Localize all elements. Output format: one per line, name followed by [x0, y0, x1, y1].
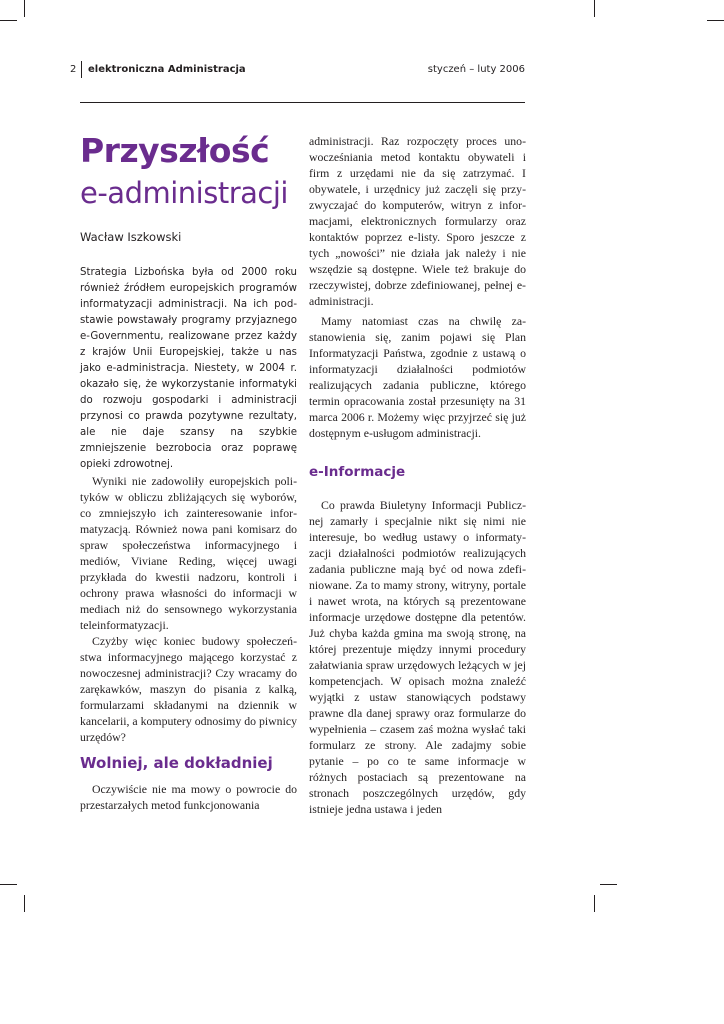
article-lead [80, 265, 297, 473]
article-title-line1: Przyszłość [80, 131, 270, 170]
body-paragraph: Oczywiście nie ma mowy o powrocie do przestarzałych metod funkcjonowania [80, 782, 297, 812]
lead-paragraph: Strategia Lizbońska była od 2000 roku również źródłem europejskich programów informatyzacji administracji. Na ich podstawie powstawały programy przyjaznego e-Governmentu, realizowane przez każdy z krajów Unii Europejskiej, także u nas jako e-administracja. Niestety, w 2004 r. okazało się, że wykorzystanie informatyki do rozwoju gospodarki i administracji przynosi co prawda pozytywne rezultaty, ale nie daje szansy na szybkie zmniejszenie bezrobocia oraz poprawę opieki zdrowotnej. [80, 267, 297, 470]
article-author: Wacław Iszkowski [80, 230, 182, 244]
body-paragraph: Co prawda Biuletyny Informacji Publicznej zamarły i specjalnie nikt się nimi nie interesuje, bo według ustawy o informatyzacji działalności podmiotów realizujących zadania publiczne mają być od nowa zdefiniowane. Za to mamy strony, witryny, portale i nawet wrota, na których są prezentowane informacje urzędowe dostępne dla petentów. Już chyba każda gmina ma swoją stronę, na której prezentuje między innymi procedury załatwiania spraw urzędowych leżących w jej kompetencjach. W opisach można znaleźć wyjątki z ustaw stanowiących podstawy prawne dla danej sprawy oraz formularze do wypełnienia – czasem zaś można wysłać taki formularz ze strony. Ale zadajmy sobie pytanie – po co te same informacje w różnych postaciach są prezentowane na stronach poszczególnych urzędów, gdy istnieje jedna ustawa i jeden [309, 498, 526, 816]
crop-mark [594, 895, 595, 912]
page-number: 2 [70, 64, 77, 75]
body-paragraph: Mamy natomiast czas na chwilę zastanowienia się, zanim pojawi się Plan Informatyzacji Państwa, zgodnie z ustawą o informatyzacji działalności podmiotów realizujących zadania publiczne, którego termin opracowania został przesunięty na 31 marca 2006 r. Możemy więc przyjrzeć się już dostępnym e-usługom administracji. [309, 314, 526, 440]
crop-mark [0, 884, 17, 885]
section-heading: e-Informacje [309, 464, 406, 480]
header-divider [81, 61, 82, 78]
left-column-body-continued [80, 781, 297, 813]
section-heading: Wolniej, ale dokładniej [80, 754, 273, 772]
crop-mark [707, 20, 724, 21]
right-column-body-continued [309, 497, 526, 817]
article-title-line2: e-administracji [80, 176, 288, 210]
crop-mark [594, 0, 595, 17]
crop-mark [0, 20, 17, 21]
right-column-body [309, 133, 526, 441]
crop-mark [24, 0, 25, 17]
crop-mark [24, 895, 25, 912]
crop-mark [600, 884, 617, 885]
body-paragraph: Wyniki nie zadowoliły europejskich polityków w obliczu zbliżających się wyborów, co zmniejszyło ich zainteresowanie informatyzacją. Również nowa pani komisarz do spraw społeczeństwa informacyjnego i mediów, Viviane Reding, więcej uwagi przykłada do kwestii nadzoru, kontroli i ochrony prawa własności do informacji w mediach niż do sensownego wykorzystania teleinformatyzacji. [80, 474, 297, 632]
journal-title: elektroniczna Administracja [88, 64, 246, 75]
left-column-body [80, 473, 297, 745]
body-paragraph: Czyżby więc koniec budowy społeczeństwa informacyjnego mającego korzystać z nowoczesnej administracji? Czy wracamy do zarękawków, maszyn do pisania z kalką, formularzami składanymi na dziennik w kancelarii, a komputery odnosimy do piwnicy urzędów? [80, 634, 297, 744]
running-header [70, 63, 525, 79]
header-rule [80, 102, 525, 103]
issue-date: styczeń – luty 2006 [427, 64, 525, 75]
body-paragraph: administracji. Raz rozpoczęty proces unowocześniania metod kontaktu obywateli i firm z urzędami nie da się zatrzymać. I obywatele, i urzędnicy już zaczęli się przyzwyczajać do komputerów, witryn z informacjami, elektronicznych formularzy oraz kontaktów poprzez e-listy. Sporo jeszcze z tych „nowości” nie działa jak należy i nie wszędzie są dostępne. Wiele też brakuje do rzeczywistej, dobrze zdefiniowanej, pełnej e-administracji. [309, 134, 526, 308]
